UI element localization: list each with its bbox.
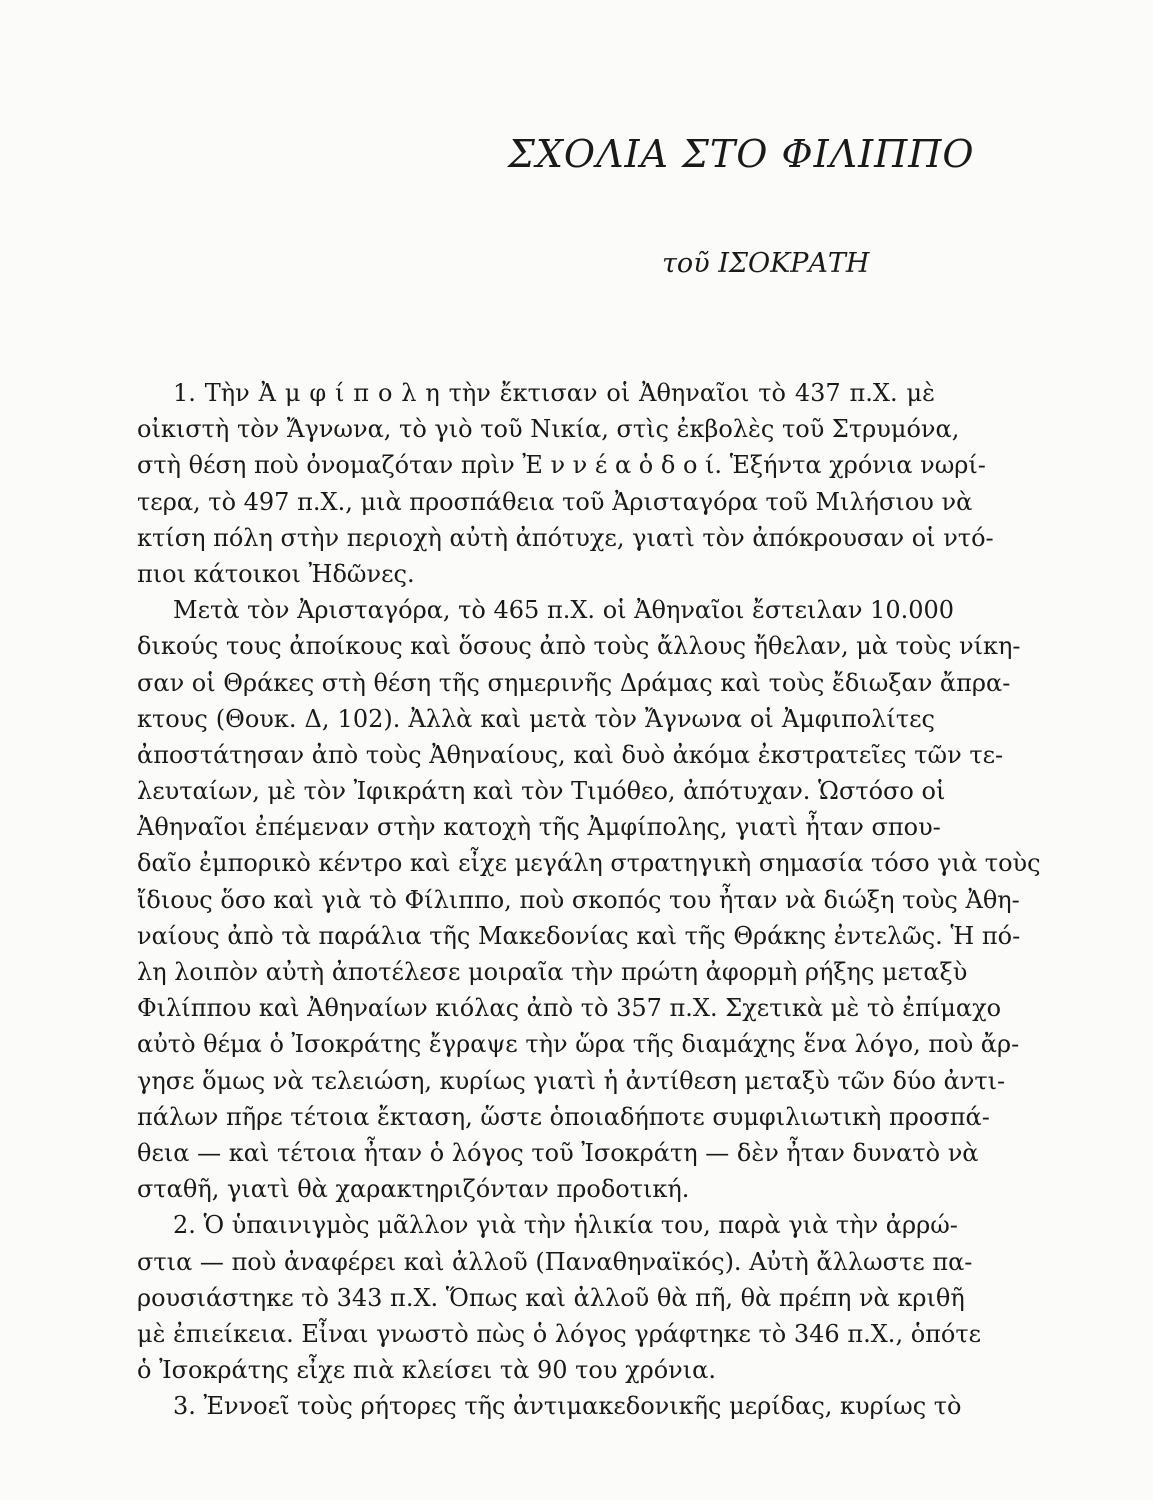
text-line: ναίους ἀπὸ τὰ παράλια τῆς Μακεδονίας καὶ τῆς Θράκης ἐντελῶς. Ἡ πό- <box>137 921 1021 950</box>
text-line: δαῖο ἐμπορικὸ κέντρο καὶ εἶχε μεγάλη στρατηγικὴ σημασία τόσο γιὰ τοὺς <box>137 849 1041 878</box>
text-line: οἰκιστὴ τὸν Ἄγνωνα, τὸ γιὸ τοῦ Νικία, στὶς ἐκβολὲς τοῦ Στρυμόνα, <box>137 415 960 444</box>
text-line: Ἀθηναῖοι ἐπέμεναν στὴν κατοχὴ τῆς Ἀμφίπολης, γιατὶ ἦταν σπου- <box>137 813 941 842</box>
text-line: τερα, τὸ 497 π.Χ., μιὰ προσπάθεια τοῦ Ἀρισταγόρα τοῦ Μιλήσιου νὰ <box>137 487 973 516</box>
page-title: ΣΧΟΛΙΑ ΣΤΟ ΦΙΛΙΠΠΟ <box>508 132 975 176</box>
paragraph-3 <box>137 1207 982 1388</box>
page-subtitle: τοῦ ΙΣΟΚΡΑΤΗ <box>662 248 870 279</box>
text-line: λη λοιπὸν αὐτὴ ἀποτέλεσε μοιραῖα τὴν πρώτη ἀφορμὴ ρήξης μεταξὺ <box>137 958 968 986</box>
text-line: 3. Ἐννοεῖ τοὺς ρήτορες τῆς ἀντιμακεδονικῆς μερίδας, κυρίως τὸ <box>173 1392 962 1421</box>
text-line: γησε ὅμως νὰ τελειώση, κυρίως γιατὶ ἡ ἀντίθεση μεταξὺ τῶν δύο ἀντι- <box>137 1066 1006 1095</box>
text-line: λευταίων, μὲ τὸν Ἰφικράτη καὶ τὸν Τιμόθεο, ἀπότυχαν. Ὡστόσο οἱ <box>137 777 946 806</box>
text-line: στια — ποὺ ἀναφέρει καὶ ἀλλοῦ (Παναθηναϊκός). Αὐτὴ ἄλλωστε πα- <box>137 1247 973 1276</box>
text-line: μὲ ἐπιείκεια. Εἶναι γνωστὸ πὼς ὁ λόγος γράφτηκε τὸ 346 π.Χ., ὁπότε <box>137 1319 982 1348</box>
text-line: 1. Τὴν Ἀ μ φ ί π ο λ η τὴν ἔκτισαν οἱ Ἀθηναῖοι τὸ 437 π.Χ. μὲ <box>173 379 935 407</box>
text-line: ἀποστάτησαν ἀπὸ τοὺς Ἀθηναίους, καὶ δυὸ ἀκόμα ἐκστρατεῖες τῶν τε- <box>137 740 1004 769</box>
paragraph-2 <box>137 592 1041 1207</box>
text-line: ὁ Ἰσοκράτης εἶχε πιὰ κλείσει τὰ 90 του χρόνια. <box>137 1356 716 1385</box>
text-line: Φιλίππου καὶ Ἀθηναίων κιόλας ἀπὸ τὸ 357 π.Χ. Σχετικὰ μὲ τὸ ἐπίμαχο <box>137 994 1002 1023</box>
body-text <box>137 375 1041 1424</box>
text-line: δικούς τους ἀποίκους καὶ ὅσους ἀπὸ τοὺς ἄλλους ἤθελαν, μὰ τοὺς νίκη- <box>137 632 1021 661</box>
text-line: στὴ θέση ποὺ ὀνομαζόταν πρὶν Ἐ ν ν έ α ὁ δ ο ί. Ἑξήντα χρόνια νωρί- <box>137 451 986 480</box>
text-line: ρουσιάστηκε τὸ 343 π.Χ. Ὅπως καὶ ἀλλοῦ θὰ πῆ, θὰ πρέπη νὰ κριθῆ <box>137 1283 965 1312</box>
paragraph-1 <box>137 375 994 592</box>
text-line: ἴδιους ὅσο καὶ γιὰ τὸ Φίλιππο, ποὺ σκοπός του ἦταν νὰ διώξη τοὺς Ἀθη- <box>137 885 1020 914</box>
text-line: κτους (Θουκ. Δ, 102). Ἀλλὰ καὶ μετὰ τὸν Ἄγνωνα οἱ Ἀμφιπολίτες <box>137 704 935 733</box>
text-line: πάλων πῆρε τέτοια ἔκταση, ὥστε ὁποιαδήποτε συμφιλιωτικὴ προσπά- <box>137 1102 990 1131</box>
text-line: σαν οἱ Θράκες στὴ θέση τῆς σημερινῆς Δράμας καὶ τοὺς ἔδιωξαν ἄπρα- <box>137 668 1011 697</box>
text-line: πιοι κάτοικοι Ἠδῶνες. <box>137 559 415 588</box>
text-line: σταθῆ, γιατὶ θὰ χαρακτηριζόνταν προδοτική. <box>137 1175 690 1204</box>
text-line: κτίση πόλη στὴν περιοχὴ αὐτὴ ἀπότυχε, γιατὶ τὸν ἀπόκρουσαν οἱ ντό- <box>137 523 994 552</box>
text-line: Μετὰ τὸν Ἀρισταγόρα, τὸ 465 π.Χ. οἱ Ἀθηναῖοι ἔστειλαν 10.000 <box>173 596 955 625</box>
text-line: 2. Ὁ ὑπαινιγμὸς μᾶλλον γιὰ τὴν ἡλικία του, παρὰ γιὰ τὴν ἀρρώ- <box>173 1211 958 1240</box>
paragraph-4 <box>137 1388 962 1424</box>
text-line: θεια — καὶ τέτοια ἦταν ὁ λόγος τοῦ Ἰσοκράτη — δὲν ἦταν δυνατὸ νὰ <box>137 1138 979 1167</box>
text-line: αὐτὸ θέμα ὁ Ἰσοκράτης ἔγραψε τὴν ὥρα τῆς διαμάχης ἕνα λόγο, ποὺ ἄρ- <box>137 1030 1020 1059</box>
